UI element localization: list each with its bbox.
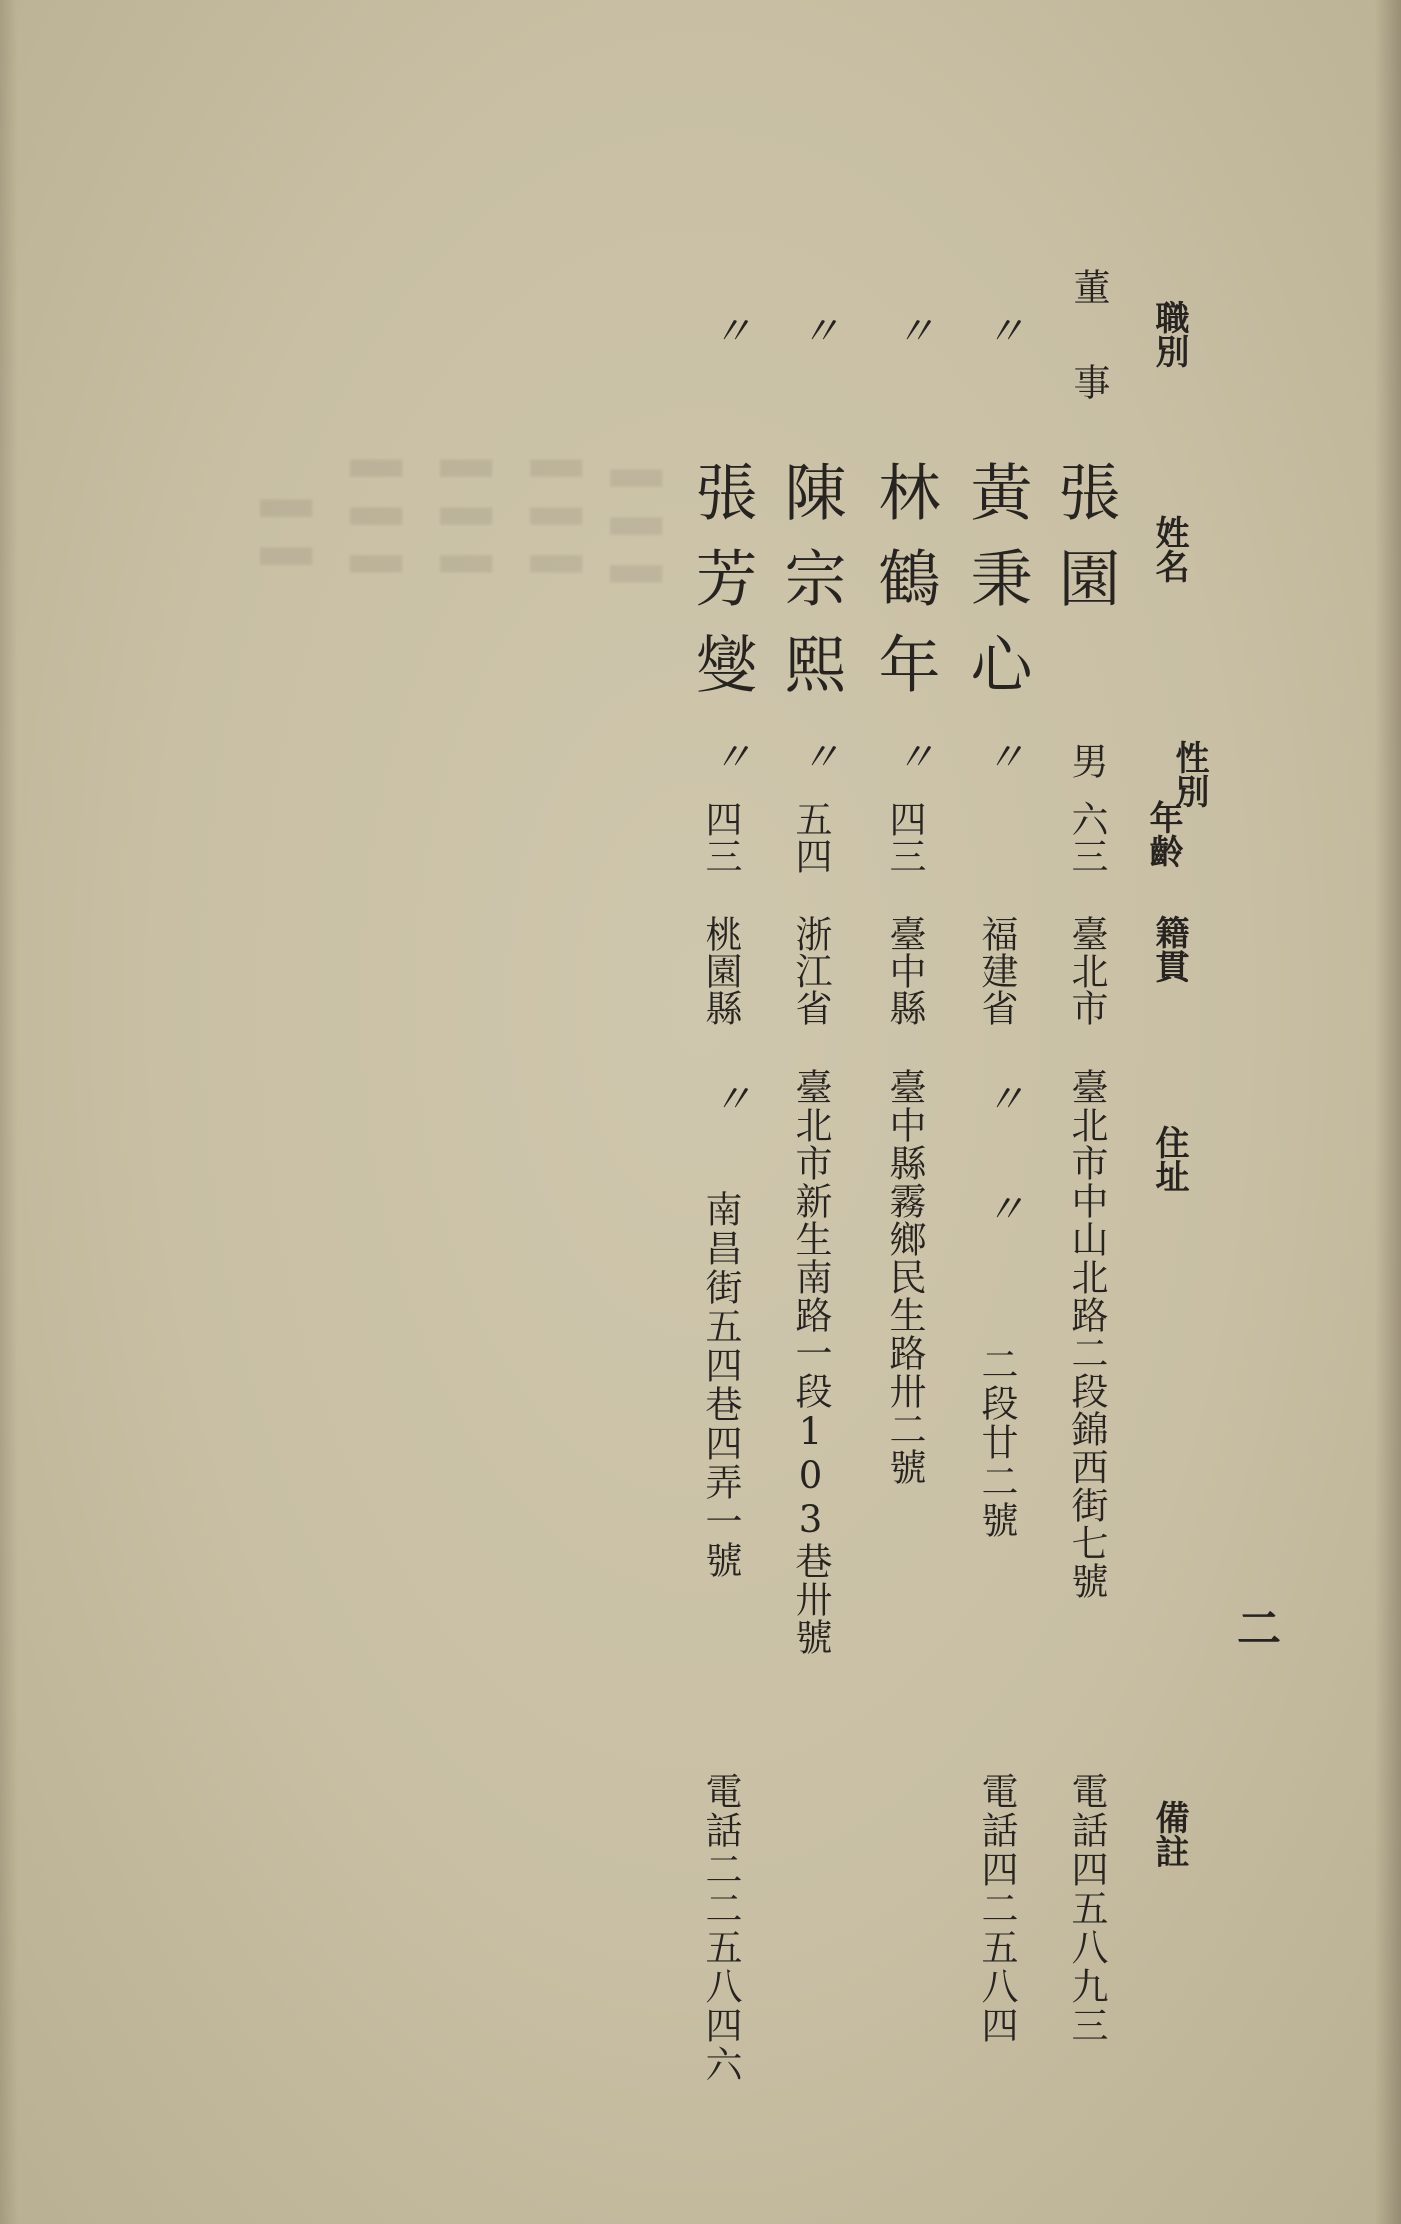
address-text: 二段廿二號 [975,1345,1018,1540]
person-name: 張園 [1048,460,1121,632]
address-text: 臺北市新生南路一段103巷卅號 [789,1068,832,1656]
age-text: 六三 [1065,800,1108,874]
page-number: 二 [1229,1605,1280,1649]
age-text: 四三 [883,800,926,874]
header-position: 職別 [1149,300,1189,368]
gender-text: 男 [1065,742,1108,779]
bleed-through-texture: ▌▌▌ ▌▌▌ ▌▌▌ ▌▌▌ ▌▌ [260,460,661,614]
ditto-mark: 〃 [895,735,935,781]
header-gender: 性別 [1169,740,1209,808]
origin-text: 福建省 [975,915,1018,1026]
origin-text: 桃園縣 [699,915,742,1026]
person-name: 黃秉心 [960,460,1033,718]
remarks-text: 電話二二五八四六 [699,1772,742,2084]
header-remarks: 備註 [1149,1800,1189,1868]
ditto-mark: 〃 [985,735,1025,781]
origin-text: 臺北市 [1065,915,1108,1026]
address-text: 臺中縣霧鄉民生路卅二號 [883,1068,926,1486]
origin-text: 浙江省 [789,915,832,1026]
ditto-mark: 〃 [895,309,935,355]
remarks-text: 電話四二五八四 [975,1772,1018,2045]
remarks-text: 電話四五八九三 [1065,1772,1108,2045]
age-text: 五四 [789,800,832,874]
person-name: 張芳燮 [685,460,758,718]
ditto-mark: 〃 [800,735,840,781]
person-name: 陳宗熙 [774,460,847,718]
ditto-mark: 〃 [712,309,752,355]
ditto-mark: 〃 [712,735,752,781]
header-name: 姓名 [1149,515,1189,583]
page-right-edge-shadow [1375,0,1401,2224]
header-origin: 籍貫 [1149,915,1189,983]
ditto-mark: 〃 [985,309,1025,355]
ditto-mark: 〃 [800,309,840,355]
person-name: 林鶴年 [868,460,941,718]
page-left-edge-shadow [0,0,18,2224]
position-text: 董事 [1067,268,1110,458]
ditto-mark: 〃 [712,1077,752,1123]
age-text: 四三 [699,800,742,874]
header-age: 年齡 [1143,800,1183,868]
origin-text: 臺中縣 [883,915,926,1026]
ditto-mark: 〃 [985,1077,1025,1123]
header-address: 住址 [1149,1125,1189,1193]
address-text: 南昌街五四巷四弄一號 [699,1190,742,1580]
address-text: 臺北市中山北路二段錦西街七號 [1065,1068,1108,1600]
ditto-mark: 〃 [985,1187,1025,1233]
